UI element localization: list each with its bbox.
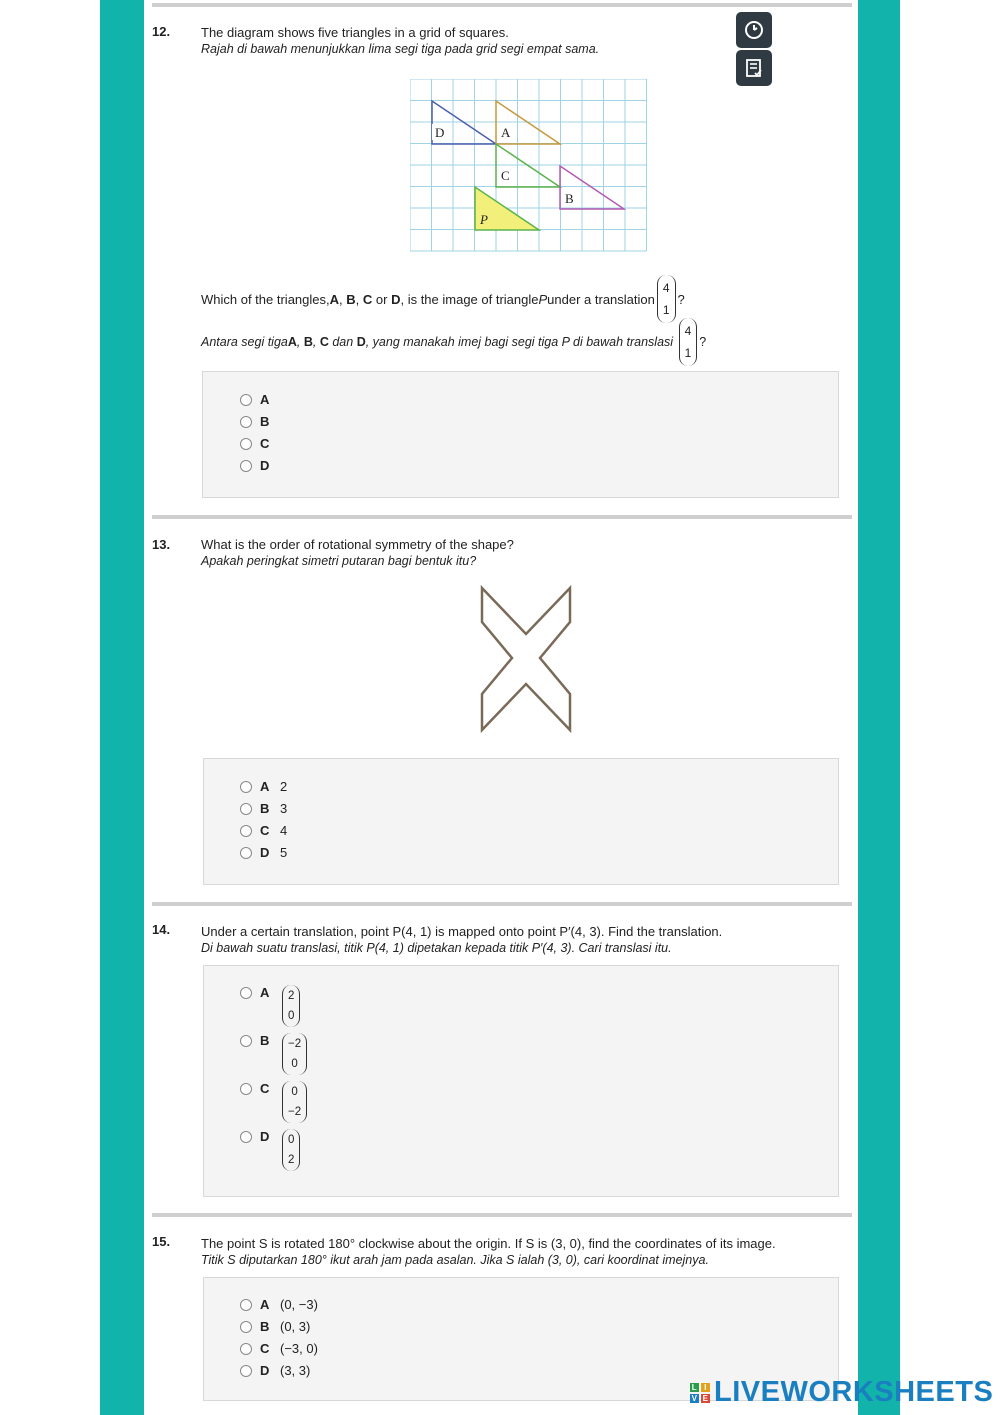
option-a[interactable]: A: [240, 392, 280, 407]
option-b[interactable]: B (0, 3): [240, 1319, 310, 1334]
answer-box: [202, 371, 839, 498]
prompt-text: under a translation: [547, 291, 655, 307]
separator: [152, 902, 852, 906]
question-mark: ?: [677, 291, 685, 307]
prompt-letter: C: [319, 335, 329, 349]
option-c[interactable]: C 4: [240, 823, 287, 838]
timer-button[interactable]: [736, 12, 772, 48]
separator: [152, 515, 852, 519]
question-number: 12.: [152, 24, 171, 39]
label-d: D: [435, 125, 445, 140]
question-text-en: Under a certain translation, point P(4, 1) is mapped onto point P′(4, 3). Find the translation.: [201, 924, 723, 939]
prompt-letter: B: [303, 335, 313, 349]
question-number: 15.: [152, 1234, 171, 1249]
brand-name: LIVEWORKSHEETS: [714, 1376, 994, 1408]
question-number: 14.: [152, 922, 171, 937]
option-a[interactable]: A (0, −3): [240, 1297, 318, 1312]
radio-button[interactable]: [240, 825, 252, 837]
vector-value: 0 2: [282, 1129, 300, 1171]
checklist-icon: [743, 57, 765, 79]
prompt-letter: B: [346, 291, 356, 307]
vector-value: −2 0: [282, 1033, 307, 1075]
prompt-dan: dan: [332, 335, 354, 349]
option-a[interactable]: A 2: [240, 779, 287, 794]
prompt-letter: D: [391, 291, 401, 307]
comma: ,: [355, 291, 363, 307]
radio-button[interactable]: [240, 803, 252, 815]
radio-button[interactable]: [240, 394, 252, 406]
question-text-en: The point S is rotated 180° clockwise about the origin. If S is (3, 0), find the coordinates of its image.: [201, 1236, 776, 1251]
question-text-ms: Di bawah suatu translasi, titik P(4, 1) dipetakan kepada titik P′(4, 3). Cari translasi itu.: [201, 941, 672, 955]
radio-button[interactable]: [240, 460, 252, 472]
triangles-grid-diagram: [410, 79, 650, 255]
radio-button[interactable]: [240, 416, 252, 428]
radio-button[interactable]: [240, 1321, 252, 1333]
option-d[interactable]: D (3, 3): [240, 1363, 310, 1378]
prompt-letter: C: [362, 291, 373, 307]
review-button[interactable]: [736, 50, 772, 86]
option-b[interactable]: B: [240, 414, 280, 429]
translation-vector: 4 1: [679, 318, 698, 366]
vector-value: 0 −2: [282, 1081, 307, 1123]
option-c[interactable]: C: [240, 436, 280, 451]
radio-button[interactable]: [240, 1035, 252, 1047]
logo-icon: L I V E: [691, 1382, 709, 1403]
question-text-en: What is the order of rotational symmetry of the shape?: [201, 537, 514, 552]
question-text-ms: Rajah di bawah menunjukkan lima segi tiga pada grid segi empat sama.: [201, 42, 600, 56]
radio-button[interactable]: [240, 1343, 252, 1355]
comma: ,: [312, 335, 320, 349]
option-c[interactable]: C 0 −2: [240, 1081, 309, 1123]
comma: ,: [296, 335, 304, 349]
bowtie-shape: [478, 584, 574, 734]
radio-button[interactable]: [240, 1083, 252, 1095]
radio-button[interactable]: [240, 847, 252, 859]
right-teal-border: [858, 0, 900, 1415]
radio-button[interactable]: [240, 438, 252, 450]
option-c[interactable]: C (−3, 0): [240, 1341, 318, 1356]
radio-button[interactable]: [240, 1131, 252, 1143]
prompt-letter: D: [356, 335, 366, 349]
separator: [152, 1213, 852, 1217]
label-b: B: [565, 191, 574, 206]
option-b[interactable]: B −2 0: [240, 1033, 309, 1075]
radio-button[interactable]: [240, 1365, 252, 1377]
question-number: 13.: [152, 537, 171, 552]
label-p: P: [480, 212, 488, 227]
question-text-ms: Apakah peringkat simetri putaran bagi bentuk itu?: [201, 554, 477, 568]
left-teal-border: [100, 0, 144, 1415]
prompt-text: , yang manakah imej bagi segi tiga P di bawah translasi: [365, 335, 674, 349]
radio-button[interactable]: [240, 1299, 252, 1311]
option-d[interactable]: D 5: [240, 845, 287, 860]
comma: ,: [339, 291, 347, 307]
question-text-ms: Titik S diputarkan 180° ikut arah jam pada asalan. Jika S ialah (3, 0), cari koordinat imejnya.: [201, 1253, 709, 1267]
option-b[interactable]: B 3: [240, 801, 287, 816]
question-prompt-ms: [201, 318, 706, 366]
prompt-letter: A: [329, 291, 340, 307]
prompt-p: P: [538, 291, 548, 307]
radio-button[interactable]: [240, 781, 252, 793]
label-a: A: [501, 125, 511, 140]
question-text-en: The diagram shows five triangles in a grid of squares.: [201, 25, 509, 40]
question-prompt-en: [201, 275, 685, 323]
option-a[interactable]: A 2 0: [240, 985, 302, 1027]
translation-vector: 4 1: [657, 275, 676, 323]
prompt-or: or: [375, 291, 388, 307]
liveworksheets-logo: [690, 1376, 993, 1409]
prompt-text: Antara segi tiga: [201, 335, 288, 349]
prompt-text: Which of the triangles,: [201, 291, 330, 307]
prompt-letter: A: [287, 335, 297, 349]
radio-button[interactable]: [240, 987, 252, 999]
clock-icon: [743, 19, 765, 41]
answer-box: [203, 758, 839, 885]
vector-value: 2 0: [282, 985, 300, 1027]
prompt-text: , is the image of triangle: [400, 291, 539, 307]
option-d[interactable]: D: [240, 458, 280, 473]
label-c: C: [501, 168, 510, 183]
separator: [152, 3, 852, 7]
question-mark: ?: [699, 335, 707, 349]
option-d[interactable]: D 0 2: [240, 1129, 302, 1171]
